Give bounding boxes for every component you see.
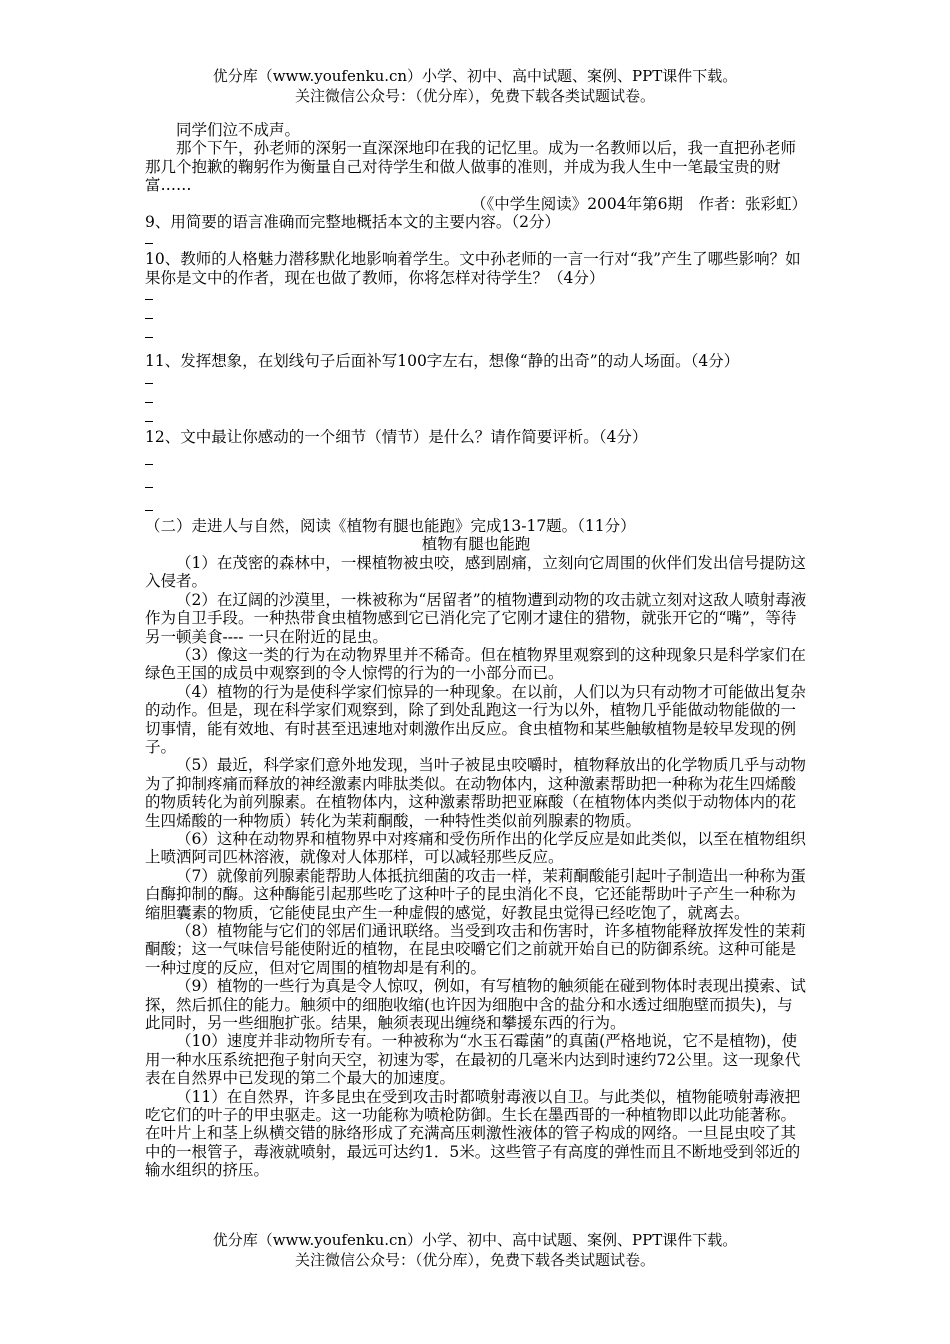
article-paragraph-2: （2）在辽阔的沙漠里，一株被称为“居留者”的植物遭到动物的攻击就立刻对这敌人喷射毒液作为自卫手段。一种热带食虫植物感到它已消化完了它刚才逮住的猎物，就张开它的“嘴”，等待另一顿美食---- 一只在附近的昆虫。 — [145, 590, 807, 646]
answer-line[interactable] — [145, 390, 807, 409]
main-content — [145, 121, 807, 1180]
article-paragraph-4: （4）植物的行为是使科学家们惊异的一种现象。在以前，人们以为只有动物才可能做出复杂的动作。但是，现在科学家们观察到，除了到处乱跑这一行为以外，植物几乎能做动物能做的一切事情，能有效地、有时甚至迅速地对刺激作出反应。食虫植物和某些触敏植物是较早发现的例子。 — [145, 682, 806, 756]
article-paragraph-11: （11）在自然界，许多昆虫在受到攻击时都喷射毒液以自卫。与此类似，植物能喷射毒液把吃它们的叶子的甲虫驱走。这一功能称为喷枪防御。生长在墨西哥的一种植物即以此功能著称。在叶片上和茎上纵横交错的脉络形成了充满高压刺激性液体的管子构成的网络。一旦昆虫咬了其中的一根管子，毒液就喷射，最远可达约1．5米。这些管子有高度的弹性而且不断地受到邻近的输水组织的挤压。 — [145, 1087, 801, 1180]
answer-line[interactable] — [145, 287, 807, 306]
answer-line[interactable] — [145, 498, 807, 517]
page-header — [0, 66, 950, 106]
article-title: 植物有腿也能跑 — [421, 535, 531, 554]
answer-line[interactable] — [145, 325, 807, 344]
article-paragraph-8: （8）植物能与它们的邻居们通讯联络。当受到攻击和伤害时，许多植物能释放挥发性的茉莉酮酸；这一气味信号能使附近的植物，在昆虫咬嚼它们之前就开始自已的防御系统。这种可能是一种过度的反应，但对它周围的植物却是有利的。 — [145, 922, 806, 977]
section-2-intro: （二）走进人与自然，阅读《植物有腿也能跑》完成13-17题。（11分） — [145, 517, 636, 536]
article-paragraph-6: （6）这种在动物界和植物界中对疼痛和受伤所作出的化学反应是如此类似，以至在植物组织上喷洒阿司匹林溶液，就像对人体那样，可以减轻那些反应。 — [145, 829, 806, 867]
question-10: 10、教师的人格魅力潜移默化地影响着学生。文中孙老师的一言一行对“我”产生了哪些影响？如果你是文中的作者，现在也做了教师，你将怎样对待学生？（4分） — [145, 250, 801, 287]
question-12: 12、文中最让你感动的一个细节（情节）是什么？请作简要评析。（4分） — [145, 427, 648, 446]
passage1-paragraph-2: 那个下午，孙老师的深躬一直深深地印在我的记忆里。成为一名教师以后，我一直把孙老师那几个抱歉的鞠躬作为衡量自己对待学生和做人做事的准则，并成为我人生中一笔最宝贵的财富…… — [145, 139, 797, 195]
answer-line[interactable] — [145, 231, 807, 250]
article-paragraph-10: （10）速度并非动物所专有。一种被称为“水玉石霉菌”的真菌(严格地说，它不是植物)，使用一种水压系统把孢子射向天空，初速为零，在最初的几毫米内达到时速约72公里。这一现象代表在自然界中已发现的第二个最大的加速度。 — [145, 1032, 801, 1088]
article-paragraph-3: （3）像这一类的行为在动物界里并不稀奇。但在植物界里观察到的这种现象只是科学家们在绿色王国的成员中观察到的令人惊愕的行为的一小部分而已。 — [145, 645, 806, 683]
article-paragraph-1: （1）在茂密的森林中，一棵植物被虫咬，感到剧痛，立刻向它周围的伙伴们发出信号提防这入侵者。 — [145, 553, 806, 591]
footer-line-1: 优分库（www.youfenku.cn）小学、初中、高中试题、案例、PPT课件下载。 — [212, 1231, 738, 1249]
article-paragraph-9: （9）植物的一些行为真是令人惊叹，例如，有写植物的触须能在碰到物体时表现出摸索、试探，然后抓住的能力。触须中的细胞收缩(也许因为细胞中含的盐分和水透过细胞壁而损失)，与此同时，另一些细胞扩张。结果，触须表现出缠绕和攀援东西的行为。 — [145, 977, 806, 1033]
footer-line-2: 关注微信公众号：（优分库），免费下载各类试题试卷。 — [294, 1251, 655, 1269]
header-line-1: 优分库（www.youfenku.cn）小学、初中、高中试题、案例、PPT课件下载。 — [212, 67, 738, 85]
answer-line[interactable] — [145, 409, 807, 428]
answer-line[interactable] — [145, 371, 807, 390]
page-footer — [0, 1230, 950, 1270]
question-9: 9、用简要的语言准确而完整地概括本文的主要内容。（2分） — [145, 213, 560, 232]
passage1-paragraph-1: 同学们泣不成声。 — [176, 121, 301, 139]
article-paragraph-5: （5）最近，科学家们意外地发现，当叶子被昆虫咬嚼时，植物释放出的化学物质几乎与动物为了抑制疼痛而释放的神经激素内啡肽类似。在动物体内，这种激素帮助把一种称为花生四烯酸的物质转化为前列腺素。在植物体内，这种激素帮助把亚麻酸（在植物体内类似于动物体内的花生四烯酸的一种物质）转化为茉莉酮酸，一种特性类似前列腺素的物质。 — [145, 756, 806, 830]
header-line-2: 关注微信公众号：（优分库），免费下载各类试题试卷。 — [294, 87, 655, 105]
question-11: 11、发挥想象，在划线句子后面补写100字左右，想像“静的出奇”的动人场面。（4分） — [145, 352, 740, 371]
answer-line[interactable] — [145, 306, 807, 325]
answer-line[interactable] — [145, 452, 807, 471]
article-paragraph-7: （7）就像前列腺素能帮助人体抵抗细菌的攻击一样，茉莉酮酸能引起叶子制造出一种称为蛋白酶抑制的酶。这种酶能引起那些吃了这种叶子的昆虫消化不良，它还能帮助叶子产生一种称为缩胆囊素的物质，它能使昆虫产生一种虚假的感觉，好教昆虫觉得已经吃饱了，就离去。 — [145, 866, 806, 922]
answer-line[interactable] — [145, 475, 807, 494]
passage1-source: （《中学生阅读》2004年第6期 作者：张彩虹） — [470, 194, 807, 213]
